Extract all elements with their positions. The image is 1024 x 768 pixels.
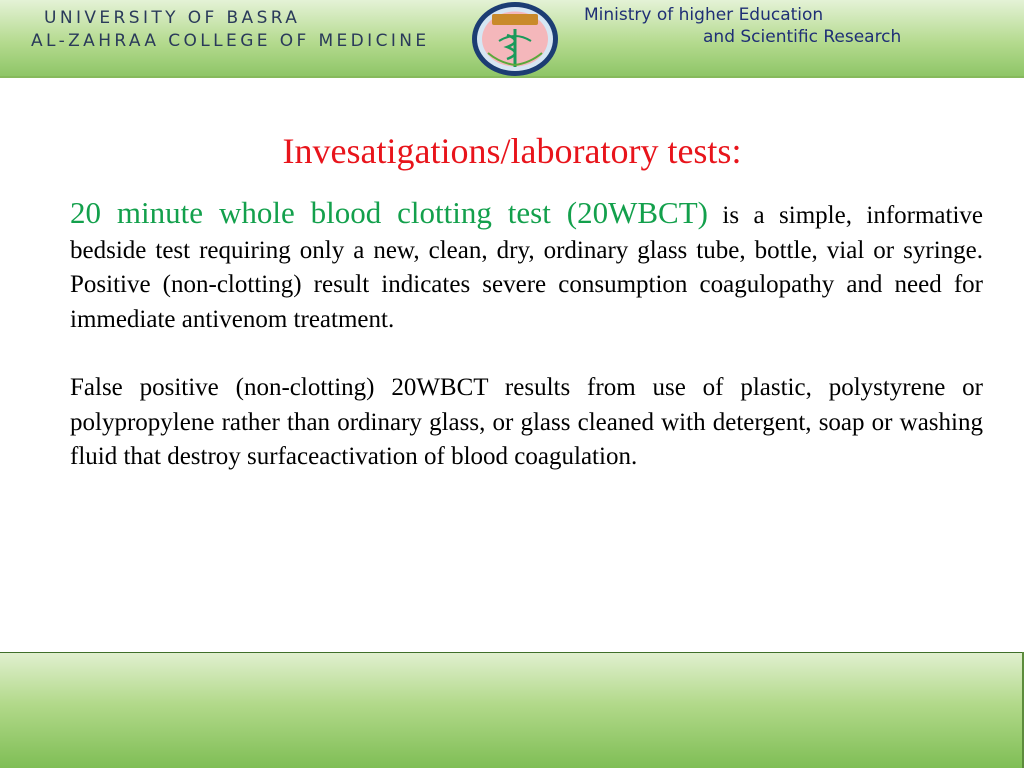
slide-body: [70, 196, 983, 475]
paragraph-text: is a simple, informative bedside test requiring only a new, clean, dry, ordinary glass tube, bottle, vial or syringe. Positive (non-clotting) result indicates severe consumption coagulopathy and need for immediate antivenom treatment.: [70, 202, 983, 333]
ministry-line-1: Ministry of higher Education: [584, 5, 824, 25]
paragraph-20wbct: [70, 196, 983, 337]
university-name: UNIVERSITY OF BASRA: [44, 8, 301, 28]
college-seal-logo: [470, 1, 560, 77]
footer-divider: [0, 652, 1024, 653]
slide-title: Invesatigations/laboratory tests:: [282, 131, 742, 171]
paragraph-false-positive: False positive (non-clotting) 20WBCT results from use of plastic, polystyrene or polypropylene rather than ordinary glass, or glass cleaned with detergent, soap or washing fluid that destroy surfaceactivation of blood coagulation.: [70, 374, 983, 470]
paragraph-lead: 20 minute whole blood clotting test (20WBCT): [70, 195, 708, 230]
footer-band: [0, 652, 1024, 768]
college-name: AL-ZAHRAA COLLEGE OF MEDICINE: [31, 31, 430, 51]
ministry-line-2: and Scientific Research: [703, 27, 902, 47]
